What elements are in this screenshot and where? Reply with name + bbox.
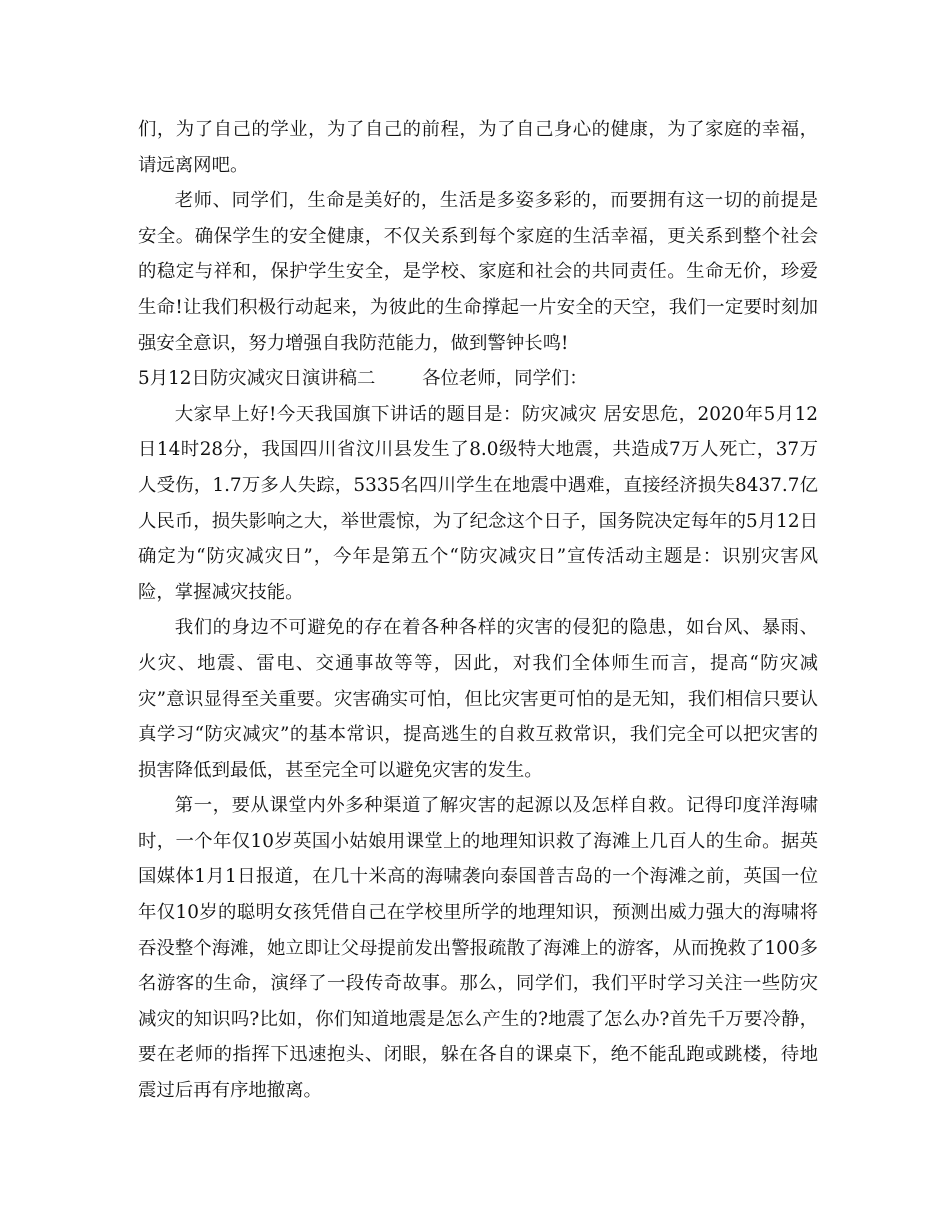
paragraph-wenchuan-earthquake: 大家早上好!今天我国旗下讲话的题目是：防灾减灾 居安思危，2020年5月12日14时28分，我国四川省汶川县发生了8.0级特大地震，共造成7万人死亡，37万人受伤，1.7万多人失踪，5335名四川学生在地震中遇难，直接经济损失8437.7亿人民币，损失影响之大，举世震惊，为了纪念这个日子，国务院决定每年的5月12日确定为“防灾减灾日”，今年是第五个“防灾减灾日”宣传活动主题是：识别灾害风险，掌握减灾技能。 bbox=[138, 403, 818, 603]
paragraph-disaster-awareness: 我们的身边不可避免的存在着各种各样的灾害的侵犯的隐患，如台风、暴雨、火灾、地震、雷电、交通事故等等，因此，对我们全体师生而言，提高“防灾减灾”意识显得至关重要。灾害确实可怕，但比灾害更可怕的是无知，我们相信只要认真学习“防灾减灾”的基本常识，提高逃生的自救互救常识，我们完全可以把灾害的损害降低到最低，甚至完全可以避免灾害的发生。 bbox=[138, 617, 818, 781]
paragraph-safety-summary: 老师、同学们，生命是美好的，生活是多姿多彩的，而要拥有这一切的前提是安全。确保学生的安全健康，不仅关系到每个家庭的生活幸福，更关系到整个社会的稳定与祥和，保护学生安全，是学校、家庭和社会的共同责任。生命无价，珍爱生命!让我们积极行动起来，为彼此的生命撑起一片安全的天空，我们一定要时刻加强安全意识，努力增强自我防范能力，做到警钟长鸣! bbox=[138, 190, 818, 354]
document-body bbox=[138, 112, 818, 1109]
paragraph-first-point: 第一，要从课堂内外多种渠道了解灾害的起源以及怎样自救。记得印度洋海啸时，一个年仅10岁英国小姑娘用课堂上的地理知识救了海滩上几百人的生命。据英国媒体1月1日报道，在几十米高的海啸袭向泰国普吉岛的一个海滩之前，英国一位年仅10岁的聪明女孩凭借自己在学校里所学的地理知识，预测出威力强大的海啸将吞没整个海滩，她立即让父母提前发出警报疏散了海滩上的游客，从而挽救了100多名游客的生命，演绎了一段传奇故事。那么，同学们，我们平时学习关注一些防灾减灾的知识吗?比如，你们知道地震是怎么产生的?地震了怎么办?首先千万要冷静，要在老师的指挥下迅速抱头、闭眼，躲在各自的课桌下，绝不能乱跑或跳楼，待地震过后再有序地撤离。 bbox=[138, 795, 818, 1102]
speech-heading: 5月12日防灾减灾日演讲稿二 各位老师，同学们： bbox=[138, 368, 588, 390]
paragraph-continuation: 们，为了自己的学业，为了自己的前程，为了自己身心的健康，为了家庭的幸福，请远离网吧。 bbox=[138, 119, 818, 176]
